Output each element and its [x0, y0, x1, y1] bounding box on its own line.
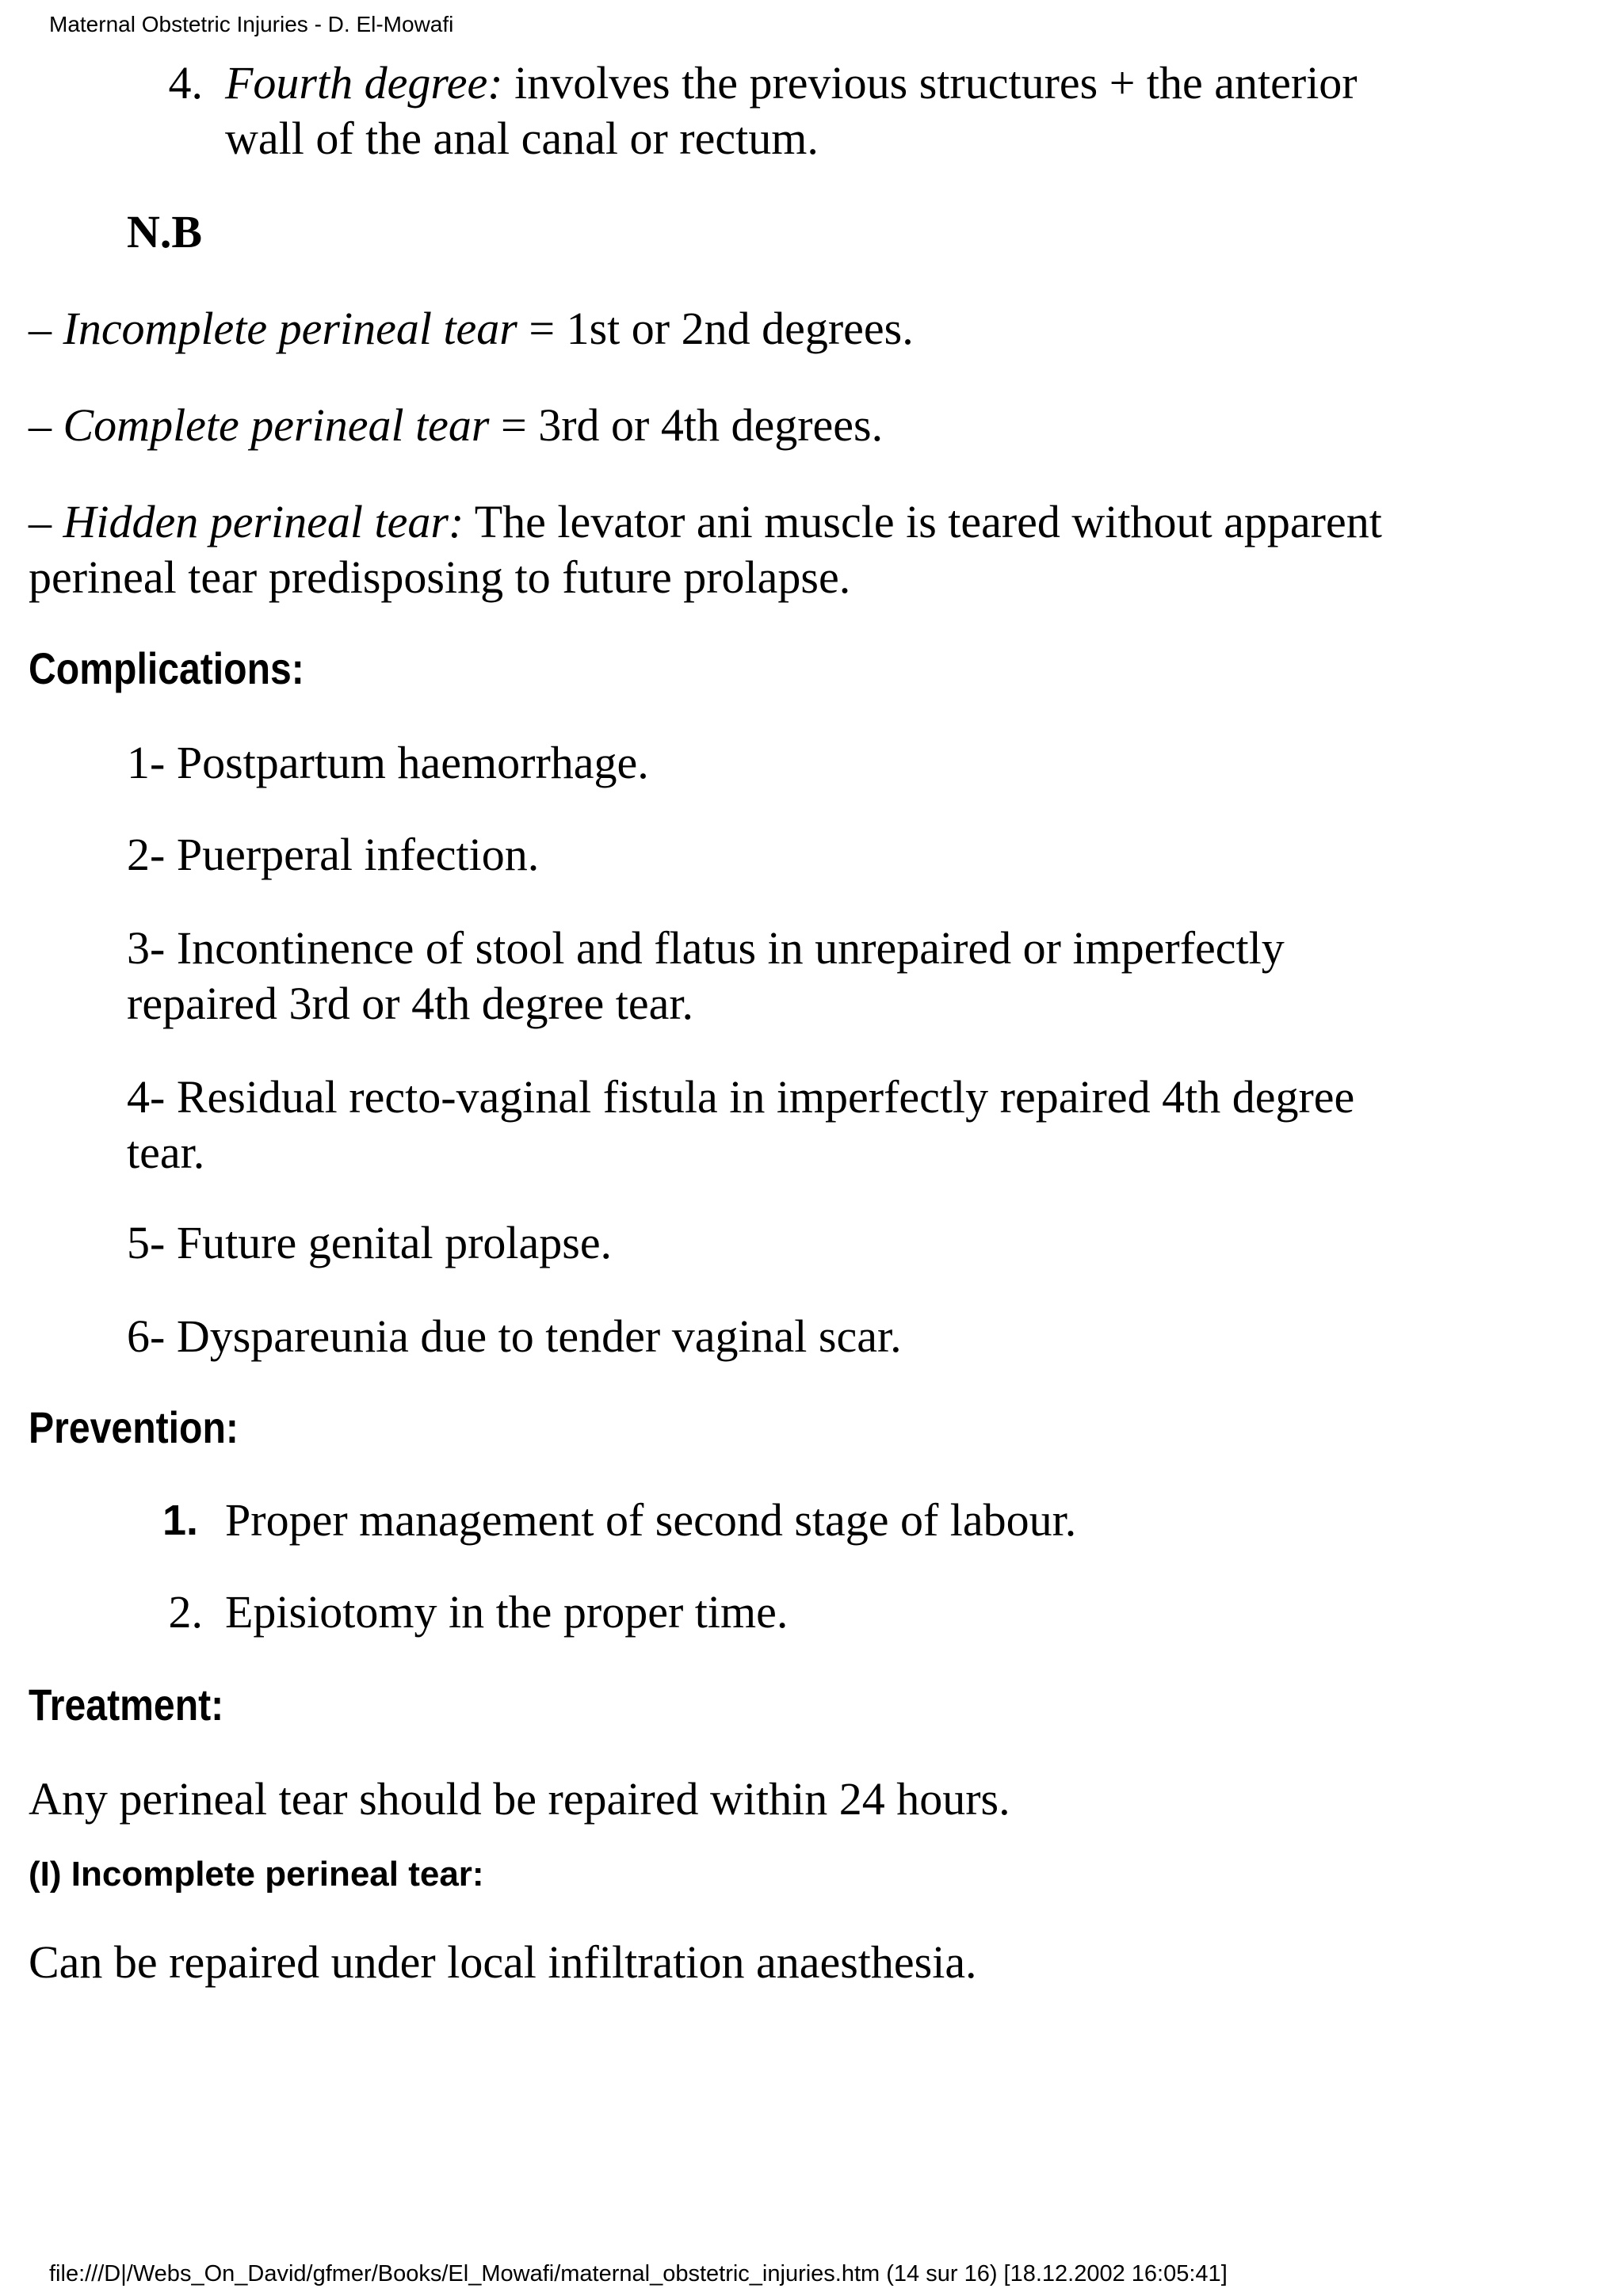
dash: – [29, 303, 63, 354]
term: Hidden perineal tear: [63, 496, 464, 547]
page-header: Maternal Obstetric Injuries - D. El-Mowafi [49, 12, 454, 36]
treatment-heading: Treatment: [29, 1680, 224, 1730]
treatment-text: Any perineal tear should be repaired within 24 hours. [29, 1773, 1010, 1825]
complications-heading: Complications: [29, 643, 304, 693]
nb-item-incomplete [29, 301, 914, 357]
list-number: 4. [168, 57, 203, 109]
term: Incomplete perineal tear [63, 303, 517, 354]
dash: – [29, 399, 63, 451]
list-item [0, 1585, 1623, 1640]
nb-item-hidden [29, 494, 1382, 605]
list-item-text-cont: repaired 3rd or 4th degree tear. [127, 978, 693, 1029]
list-item-text: 1- Postpartum haemorrhage. [127, 737, 649, 788]
definition-text: = 3rd or 4th degrees. [489, 399, 884, 451]
list-item-text: 4- Residual recto-vaginal fistula in imperfectly repaired 4th degree [127, 1071, 1355, 1123]
degree-item-4 [0, 55, 1623, 166]
list-item-text: 6- Dyspareunia due to tender vaginal scar. [127, 1310, 902, 1362]
list-item [127, 1309, 902, 1364]
incomplete-tear-subheading: (I) Incomplete perineal tear: [29, 1855, 484, 1894]
dash: – [29, 496, 63, 547]
definition-text-cont: wall of the anal canal or rectum. [225, 113, 819, 164]
prevention-heading: Prevention: [29, 1402, 239, 1452]
list-item [127, 921, 1285, 1032]
list-item-text-cont: tear. [127, 1127, 205, 1178]
definition-text: The levator ani muscle is teared without apparent [464, 496, 1382, 547]
nb-label: N.B [127, 206, 203, 257]
definition-text: involves the previous structures + the anterior [502, 57, 1358, 109]
list-number: 2. [168, 1586, 203, 1638]
definition-text-cont: perineal tear predisposing to future prolapse. [29, 551, 851, 603]
list-item [0, 1493, 1623, 1548]
term: Complete perineal tear [63, 399, 490, 451]
list-item [127, 1070, 1354, 1180]
list-item [127, 1215, 612, 1271]
term: Fourth degree: [225, 57, 503, 109]
page-footer: file:///D|/Webs_On_David/gfmer/Books/El_Mowafi/maternal_obstetric_injuries.htm (14 sur 16) [18.12.2002 16:05:41] [49, 2261, 1228, 2286]
list-item-text: 3- Incontinence of stool and flatus in unrepaired or imperfectly [127, 922, 1285, 974]
list-item-text: Proper management of second stage of labour. [225, 1494, 1077, 1546]
definition-text: = 1st or 2nd degrees. [517, 303, 914, 354]
list-item [127, 827, 539, 883]
list-number: 1. [162, 1497, 198, 1544]
incomplete-tear-text: Can be repaired under local infiltration anaesthesia. [29, 1936, 977, 1988]
list-item [127, 735, 649, 791]
list-item-text: Episiotomy in the proper time. [225, 1586, 789, 1638]
list-item-text: 2- Puerperal infection. [127, 829, 540, 880]
nb-item-complete [29, 398, 883, 453]
list-item-text: 5- Future genital prolapse. [127, 1217, 613, 1268]
